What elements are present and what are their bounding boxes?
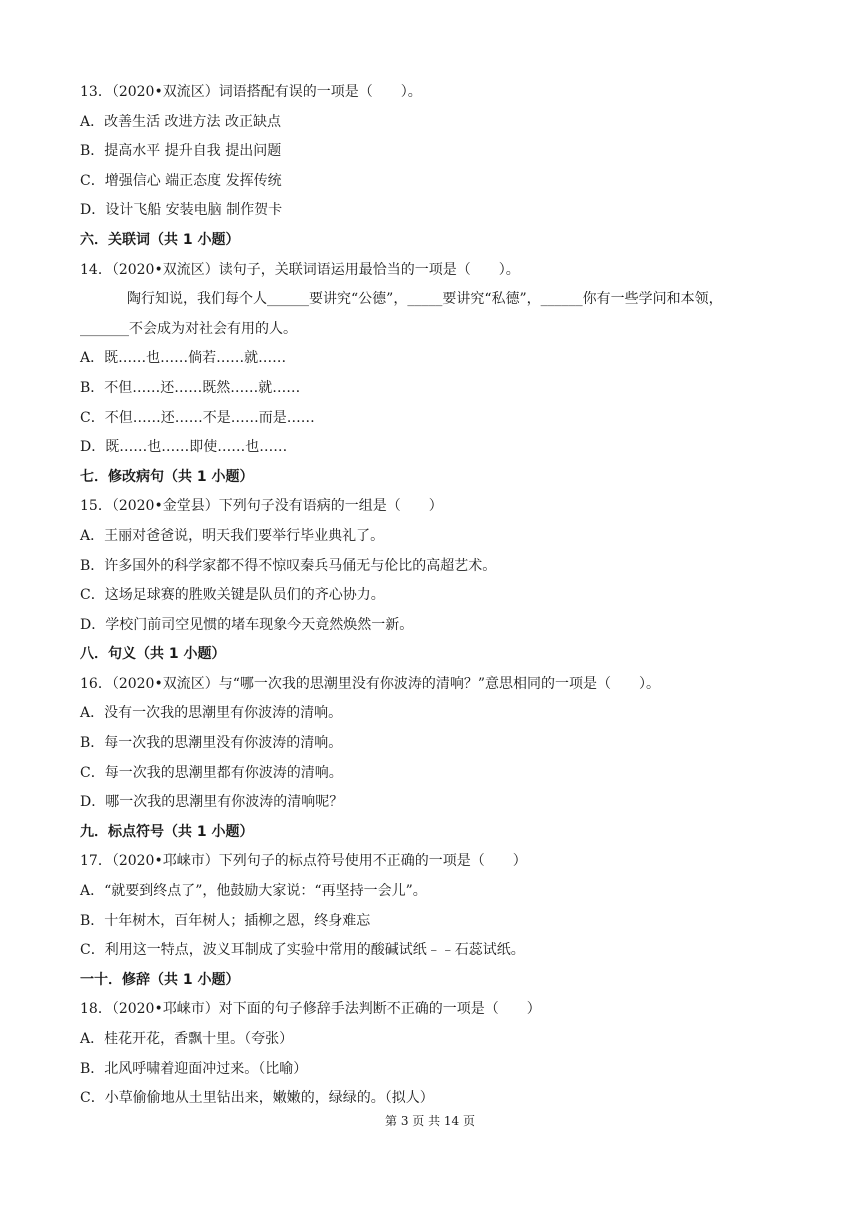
question-18-option-a: A．桂花开花，香飘十里。（夸张） (80, 1031, 294, 1047)
question-17-option-a: A．“就要到终点了”，他鼓励大家说：“再坚持一会儿”。 (80, 883, 427, 900)
question-13-option-a: A．改善生活 改进方法 改正缺点 (80, 113, 282, 130)
question-13-option-c: C．增强信心 端正态度 发挥传统 (80, 172, 282, 189)
question-15-option-d: D．学校门前司空见惯的堵车现象今天竟然焕然一新。 (80, 616, 414, 633)
question-15-option-b: B．许多国外的科学家都不得不惊叹秦兵马俑无与伦比的高超艺术。 (80, 557, 497, 574)
question-16-option-d: D．哪一次我的思潮里有你波涛的清响呢？ (80, 794, 344, 811)
section-heading-10: 一十．修辞（共 1 小题） (80, 971, 240, 988)
section-heading-8: 八．句义（共 1 小题） (80, 646, 226, 663)
section-heading-9: 九．标点符号（共 1 小题） (80, 823, 254, 840)
question-17-option-c: C．利用这一特点，波义耳制成了实验中常用的酸碱试纸﹣﹣石蕊试纸。 (80, 942, 525, 959)
question-17-option-b: B．十年树木，百年树人；插柳之恩，终身难忘 (80, 912, 371, 929)
question-14-passage-line2: _______不会成为对社会有用的人。 (80, 320, 297, 337)
question-14-option-b: B．不但……还……既然……就…… (80, 379, 301, 396)
question-14-passage-line1: 陶行知说，我们每个人______要讲究“公德”，_____要讲究“私德”，______你有一些学问和本领， (127, 291, 723, 308)
question-18-option-c: C．小草偷偷地从土里钻出来，嫩嫩的，绿绿的。（拟人） (80, 1090, 434, 1107)
question-18-option-b: B．北风呼啸着迎面冲过来。（比喻） (80, 1060, 308, 1077)
question-13-option-d: D．设计飞船 安装电脑 制作贺卡 (80, 202, 283, 219)
question-15-option-c: C．这场足球赛的胜败关键是队员们的齐心协力。 (80, 587, 385, 604)
question-17-stem: 17．（2020•邛崃市）下列句子的标点符号使用不正确的一项是（ ） (80, 853, 527, 870)
section-heading-6: 六．关联词（共 1 小题） (80, 231, 240, 248)
question-16-stem: 16．（2020•双流区）与“哪一次我的思潮里没有你波涛的清响？”意思相同的一项是（ ）。 (80, 675, 661, 692)
document-page (80, 78, 800, 1114)
question-14-option-d: D．既……也……即使……也…… (80, 439, 288, 456)
question-13-option-b: B．提高水平 提升自我 提出问题 (80, 143, 282, 160)
question-14-option-c: C．不但……还……不是……而是…… (80, 409, 315, 426)
question-18-stem: 18．（2020•邛崃市）对下面的句子修辞手法判断不正确的一项是（ ） (80, 1001, 541, 1018)
question-16-option-b: B．每一次我的思潮里没有你波涛的清响。 (80, 735, 343, 752)
page-footer: 第 3 页 共 14 页 (385, 1114, 475, 1128)
section-heading-7: 七．修改病句（共 1 小题） (80, 468, 254, 485)
question-16-option-c: C．每一次我的思潮里都有你波涛的清响。 (80, 764, 343, 781)
question-15-stem: 15．（2020•金堂县）下列句子没有语病的一组是（ ） (80, 498, 443, 515)
question-15-option-a: A．王丽对爸爸说，明天我们要举行毕业典礼了。 (80, 527, 385, 544)
question-14-option-a: A．既……也……倘若……就…… (80, 350, 287, 367)
question-14-stem: 14．（2020•双流区）读句子，关联词语运用最恰当的一项是（ ）。 (80, 261, 520, 278)
question-13-stem: 13．（2020•双流区）词语搭配有误的一项是（ ）。 (80, 84, 422, 100)
question-16-option-a: A．没有一次我的思潮里有你波涛的清响。 (80, 705, 343, 722)
